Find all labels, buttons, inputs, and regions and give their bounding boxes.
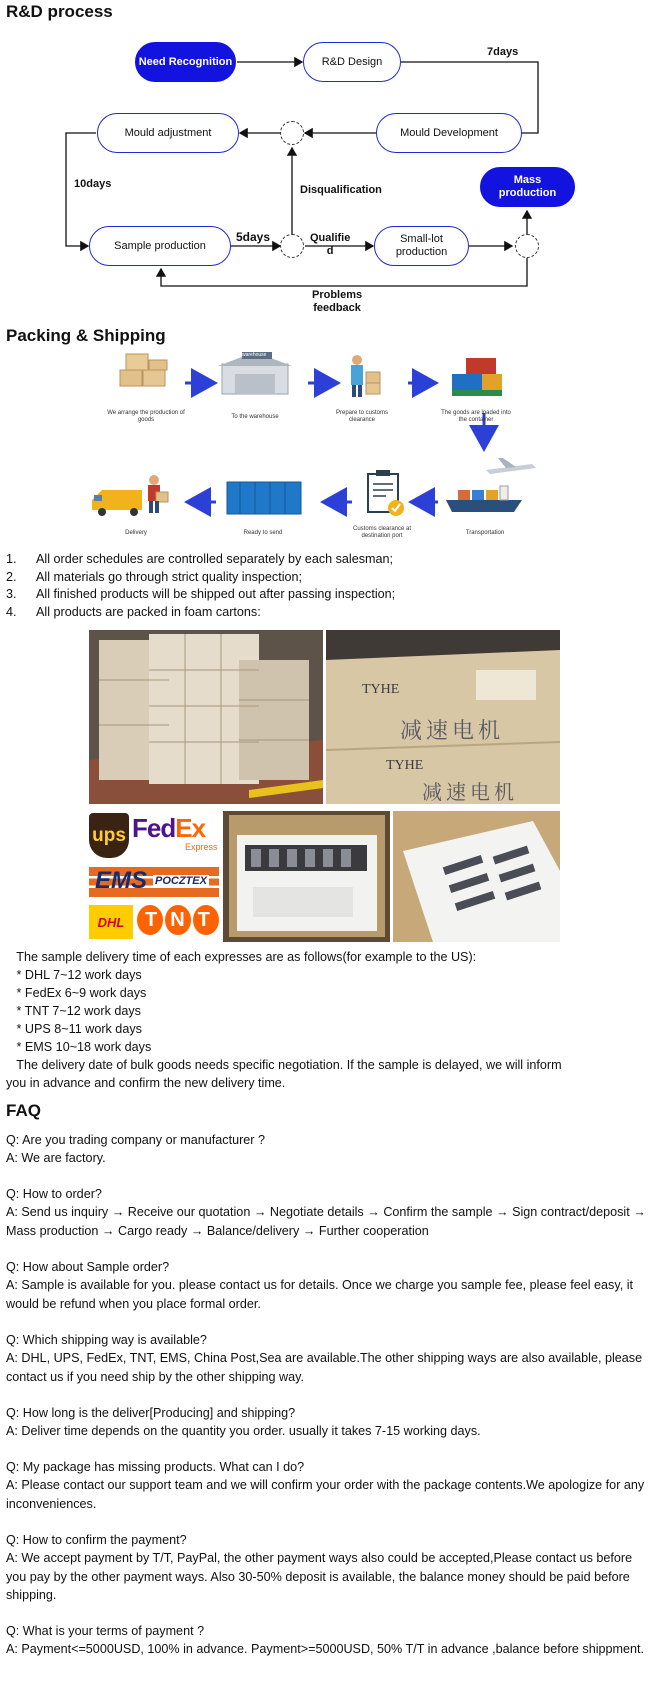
node-sample-production: Sample production xyxy=(89,226,231,266)
faq-item xyxy=(6,1185,646,1240)
faq-answer: A: We accept payment by T/T, PayPal, the other payment ways also could be accepted,Please contact us before you pay by the other payment ways. Also 30-50% deposit is available, the balance money should be paid before shipping. xyxy=(6,1551,633,1602)
faq-answer: A: Send us inquiry → Receive our quotation → Negotiate details → Confirm the sample → Sign contract/deposit → Mass production → Cargo ready → Balance/delivery → Further cooperation xyxy=(6,1205,646,1238)
faq-question: Q: How long is the deliver[Producing] and shipping? xyxy=(6,1406,296,1420)
pocztex-logo-text: POCZTEX xyxy=(155,875,207,887)
faq-answer: A: Deliver time depends on the quantity you order. usually it takes 7-15 working days. xyxy=(6,1424,481,1439)
tnt-logo-text: TNT xyxy=(145,909,223,931)
delivery-van-icon xyxy=(92,475,168,516)
container-icon xyxy=(227,482,301,514)
step-caption: Transportation xyxy=(465,530,505,536)
node-mould-development: Mould Development xyxy=(376,113,522,153)
photo-labelled-carton xyxy=(326,630,560,804)
junction-circle xyxy=(280,121,304,145)
faq-answer: A: Sample is available for you. please contact us for details. Once we charge you sample fee, please feel easy, it would be refund when you place formal order. xyxy=(6,1278,633,1311)
list-item: 1. All order schedules are controlled separately by each salesman; xyxy=(6,552,394,566)
step-caption: We arrange the production of goods xyxy=(107,410,185,423)
ups-logo: ups xyxy=(89,813,129,858)
cartons-icon xyxy=(120,354,167,386)
containers-icon xyxy=(452,358,502,396)
list-item: 4. All products are packed in foam cartons: xyxy=(6,604,261,619)
packing-section-title: Packing & Shipping xyxy=(6,326,166,345)
ems-logo-text: EMS xyxy=(95,867,148,894)
faq-answer: A: Payment<=5000USD, 100% in advance. Payment>=5000USD, 50% T/T in advance ,balance before shippment. xyxy=(6,1642,645,1657)
airplane-icon xyxy=(486,458,536,474)
faq-question: Q: What is your terms of payment ? xyxy=(6,1624,205,1638)
list-item: 3. All finished products will be shipped out after passing inspection; xyxy=(6,587,396,601)
packing-list xyxy=(6,552,395,622)
carton-text: 减速电机 xyxy=(422,782,518,804)
step-caption: Customs clearance at destination port xyxy=(352,526,412,539)
faq-question: Q: My package has missing products. What can I do? xyxy=(6,1460,305,1474)
carton-brand: TYHE xyxy=(386,758,424,773)
delivery-item: * DHL 7~12 work days xyxy=(6,968,142,982)
delivery-item: * TNT 7~12 work days xyxy=(6,1004,141,1018)
step-caption: To the warehouse xyxy=(231,414,279,420)
photo-motors-in-carton xyxy=(393,811,560,942)
delivery-bulk-text: you in advance and confirm the new delivery time. xyxy=(6,1076,286,1090)
delivery-item: * EMS 10~18 work days xyxy=(6,1040,152,1054)
faq-question: Q: How to confirm the payment? xyxy=(6,1533,187,1547)
faq-item xyxy=(6,1404,646,1441)
faq-question: Q: Are you trading company or manufacturer ? xyxy=(6,1133,266,1147)
label-10days: 10days xyxy=(74,178,112,190)
node-mass-production: Mass production xyxy=(480,167,575,207)
node-need-recognition: Need Recognition xyxy=(135,42,236,82)
label-disqualification: Disqualification xyxy=(300,184,382,196)
fedex-express-label: Express xyxy=(185,842,218,852)
junction-circle xyxy=(280,234,304,258)
faq-question: Q: How about Sample order? xyxy=(6,1260,170,1274)
faq-question: Q: Which shipping way is available? xyxy=(6,1333,207,1347)
photo-foam-packing xyxy=(223,811,390,942)
photo-stacked-cartons xyxy=(89,630,323,804)
list-item: 2. All materials go through strict quality inspection; xyxy=(6,569,302,584)
delivery-bulk-text: The delivery date of bulk goods needs specific negotiation. If the sample is delayed, we will inform xyxy=(6,1058,562,1072)
label-7days: 7days xyxy=(487,46,519,58)
faq-answer: A: Please contact our support team and we will confirm your order with the package contents.We apologize for any inconveniences. xyxy=(6,1478,645,1511)
step-caption: Prepare to customs clearance xyxy=(335,410,389,423)
label-problems-feedback: Problems feedback xyxy=(312,289,363,315)
step-caption: Delivery xyxy=(125,530,147,536)
faq-item xyxy=(6,1258,646,1313)
faq-item xyxy=(6,1458,646,1513)
dhl-logo: DHL xyxy=(89,905,133,939)
label-qualified: Qualifie d xyxy=(310,232,351,258)
delivery-item: * FedEx 6~9 work days xyxy=(6,986,147,1000)
delivery-intro: The sample delivery time of each expresses are as follows(for example to the US): xyxy=(6,950,477,964)
step-caption: The goods are loaded into the container xyxy=(441,410,511,423)
faq-answer: A: DHL, UPS, FedEx, TNT, EMS, China Post,Sea are available.The other shipping ways are also available, please contact us if you need ship by the other shipping way. xyxy=(6,1351,643,1384)
node-rd-design: R&D Design xyxy=(303,42,401,82)
carton-brand: TYHE xyxy=(362,682,400,697)
node-small-lot-production: Small-lot production xyxy=(374,226,469,266)
faq-question: Q: How to order? xyxy=(6,1187,102,1201)
ship-icon xyxy=(446,486,522,512)
clipboard-icon xyxy=(368,470,404,516)
label-5days: 5days xyxy=(236,230,271,244)
faq-section-title: FAQ xyxy=(6,1101,41,1120)
step-caption: Ready to send xyxy=(243,530,283,536)
faq-item xyxy=(6,1331,646,1386)
warehouse-icon xyxy=(218,352,292,394)
node-mould-adjustment: Mould adjustment xyxy=(97,113,239,153)
carton-text: 减速电机 xyxy=(400,718,505,743)
junction-circle xyxy=(515,234,539,258)
faq-item xyxy=(6,1531,646,1604)
faq-answer: A: We are factory. xyxy=(6,1151,106,1166)
worker-icon xyxy=(351,355,380,397)
fedex-logo: FedEx xyxy=(132,813,206,843)
courier-logos xyxy=(89,811,223,942)
faq-item xyxy=(6,1131,646,1168)
warehouse-sign: warehouse xyxy=(242,352,267,358)
shipping-process-graphic xyxy=(0,350,650,550)
rd-section-title: R&D process xyxy=(6,2,113,21)
faq-item xyxy=(6,1622,646,1659)
delivery-item: * UPS 8~11 work days xyxy=(6,1022,142,1036)
